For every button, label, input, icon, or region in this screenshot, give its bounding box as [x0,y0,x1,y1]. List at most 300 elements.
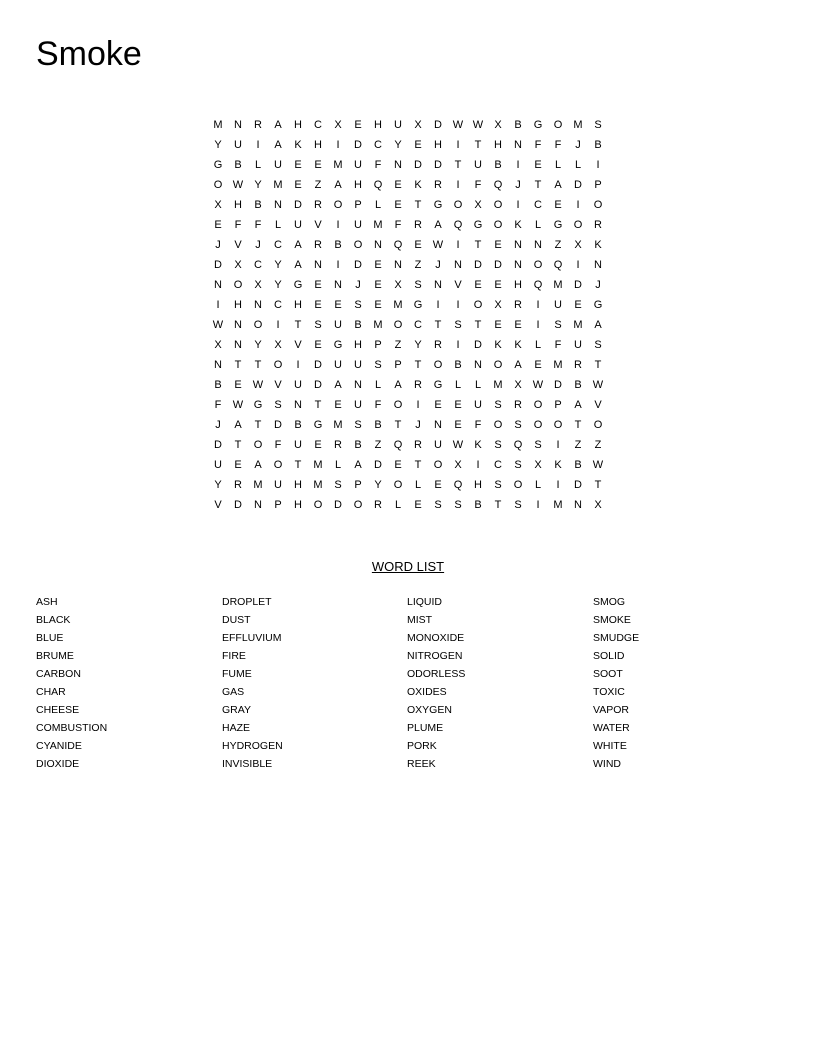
word-list-item: NITROGEN [407,650,463,662]
grid-cell: O [333,199,343,211]
word-list-item: BLACK [36,614,71,626]
grid-cell: N [214,359,222,371]
grid-cell: T [534,179,542,191]
grid-cell: I [576,259,580,271]
word-list-heading: WORD LIST [371,559,445,574]
grid-cell: I [456,299,460,311]
grid-cell: U [354,359,362,371]
grid-cell: G [593,299,603,311]
grid-cell: F [534,139,542,151]
grid-cell: Y [374,479,382,491]
grid-cell: Z [554,239,562,251]
grid-cell: O [273,359,283,371]
grid-cell: S [514,419,522,431]
grid-cell: V [234,239,242,251]
grid-cell: X [254,279,262,291]
grid-cell: U [434,439,442,451]
grid-cell: E [414,239,422,251]
grid-cell: J [575,139,581,151]
grid-cell: L [534,339,542,351]
grid-cell: I [256,139,260,151]
grid-cell: I [416,399,420,411]
grid-cell: I [336,139,340,151]
grid-cell: E [394,179,402,191]
grid-cell: S [454,319,462,331]
grid-cell: Y [214,479,222,491]
grid-cell: U [354,219,362,231]
grid-cell: I [536,299,540,311]
grid-cell: U [274,159,282,171]
grid-cell: I [516,199,520,211]
grid-cell: H [234,299,242,311]
grid-cell: E [474,279,482,291]
grid-cell: Q [513,439,523,451]
grid-cell: A [394,379,402,391]
grid-cell: K [554,459,562,471]
word-list-item: SOLID [593,650,625,662]
grid-cell: A [334,179,342,191]
grid-cell: V [594,399,602,411]
grid-cell: F [214,399,222,411]
grid-cell: W [232,399,244,411]
grid-cell: W [452,439,464,451]
grid-cell: O [493,419,503,431]
grid-cell: N [394,259,402,271]
word-list-item: OXYGEN [407,704,452,716]
grid-cell: S [414,279,422,291]
grid-cell: M [313,479,323,491]
grid-cell: Q [373,179,383,191]
grid-cell: N [334,279,342,291]
word-column-3 [407,594,587,774]
grid-cell: Q [393,439,403,451]
grid-cell: O [253,319,263,331]
grid-cell: A [574,399,582,411]
word-column-2 [222,594,402,774]
grid-cell: B [354,439,362,451]
grid-cell: M [313,459,323,471]
grid-cell: K [514,339,522,351]
grid-cell: R [414,439,422,451]
grid-cell: N [514,239,522,251]
grid-cell: M [213,119,223,131]
grid-cell: E [434,479,442,491]
grid-cell: E [374,299,382,311]
grid-cell: O [393,319,403,331]
grid-cell: Q [533,279,543,291]
grid-cell: T [254,419,262,431]
grid-cell: O [253,439,263,451]
grid-cell: A [554,179,562,191]
grid-cell: G [313,419,323,431]
grid-cell: B [594,139,602,151]
grid-cell: E [294,179,302,191]
grid-cell: V [314,219,322,231]
grid-cell: M [373,219,383,231]
word-list-item: DUST [222,614,251,626]
grid-cell: C [494,459,502,471]
grid-cell: N [234,319,242,331]
grid-cell: B [454,359,462,371]
grid-cell: X [514,379,522,391]
word-list-item: WHITE [593,740,627,752]
grid-cell: F [394,219,402,231]
grid-cell: I [576,199,580,211]
grid-cell: X [214,339,222,351]
grid-cell: S [374,359,382,371]
grid-cell: A [274,139,282,151]
grid-cell: T [474,239,482,251]
grid-cell: X [394,279,402,291]
grid-cell: C [274,299,282,311]
grid-cell: T [594,479,602,491]
grid-cell: P [354,199,362,211]
grid-cell: T [434,319,442,331]
grid-cell: Z [374,439,382,451]
grid-cell: N [374,239,382,251]
grid-cell: G [413,299,423,311]
grid-cell: T [294,319,302,331]
grid-cell: E [234,459,242,471]
grid-cell: H [314,139,322,151]
word-list-item: OXIDES [407,686,447,698]
grid-cell: S [274,399,282,411]
grid-cell: U [274,479,282,491]
grid-cell: L [454,379,462,391]
grid-cell: S [494,439,502,451]
grid-cell: R [434,179,442,191]
grid-cell: N [294,399,302,411]
grid-cell: W [472,119,484,131]
grid-cell: U [554,299,562,311]
grid-cell: X [594,499,602,511]
grid-cell: U [574,339,582,351]
grid-cell: E [214,219,222,231]
grid-cell: E [454,419,462,431]
grid-cell: D [214,259,222,271]
grid-cell: E [394,199,402,211]
grid-cell: N [514,259,522,271]
grid-cell: T [494,499,502,511]
grid-cell: C [374,139,382,151]
grid-cell: F [554,339,562,351]
grid-cell: N [314,259,322,271]
grid-cell: A [254,459,262,471]
grid-cell: V [214,499,222,511]
grid-cell: N [354,379,362,391]
grid-cell: A [334,379,342,391]
grid-cell: C [314,119,322,131]
grid-cell: E [414,499,422,511]
grid-cell: A [354,459,362,471]
grid-cell: W [432,239,444,251]
grid-cell: M [333,419,343,431]
grid-cell: I [296,359,300,371]
grid-cell: O [433,459,443,471]
grid-cell: X [454,459,462,471]
grid-cell: F [474,179,482,191]
grid-cell: E [374,259,382,271]
grid-cell: G [553,219,563,231]
grid-cell: M [573,119,583,131]
grid-cell: J [435,259,441,271]
grid-cell: W [212,319,224,331]
grid-cell: M [553,359,563,371]
word-list-item: SMUDGE [593,632,640,644]
grid-cell: L [374,379,382,391]
grid-cell: I [476,459,480,471]
grid-cell: A [274,119,282,131]
word-list-item: GAS [222,686,245,698]
grid-cell: B [514,119,522,131]
grid-cell: H [294,299,302,311]
grid-cell: S [334,479,342,491]
grid-cell: Y [274,259,282,271]
grid-cell: F [274,439,282,451]
grid-cell: D [574,179,582,191]
grid-cell: N [594,259,602,271]
grid-cell: T [294,459,302,471]
word-list-item: SOOT [593,668,623,680]
grid-cell: J [255,239,261,251]
grid-cell: U [474,399,482,411]
grid-cell: S [314,319,322,331]
grid-cell: V [274,379,282,391]
grid-cell: I [216,299,220,311]
grid-cell: W [592,459,604,471]
word-list-item: MONOXIDE [407,632,465,644]
grid-cell: B [234,159,242,171]
grid-cell: F [374,159,382,171]
grid-cell: G [433,379,443,391]
grid-cell: E [534,359,542,371]
grid-cell: S [494,399,502,411]
grid-cell: N [514,139,522,151]
grid-cell: L [534,479,542,491]
grid-cell: N [254,299,262,311]
grid-cell: O [513,479,523,491]
grid-cell: Q [453,219,463,231]
grid-cell: C [274,239,282,251]
grid-cell: T [474,319,482,331]
grid-cell: D [314,359,322,371]
grid-cell: H [514,279,522,291]
grid-cell: Y [214,139,222,151]
grid-cell: J [215,419,221,431]
word-list-item: DIOXIDE [36,758,80,770]
grid-cell: A [514,359,522,371]
grid-cell: W [252,379,264,391]
grid-cell: E [314,279,322,291]
word-column-4 [593,594,773,774]
grid-cell: B [214,379,222,391]
grid-cell: L [274,219,282,231]
grid-cell: H [294,119,302,131]
grid-cell: B [374,419,382,431]
grid-cell: X [214,199,222,211]
page-title: Smoke [36,35,142,73]
grid-cell: N [394,159,402,171]
grid-cell: N [234,119,242,131]
grid-cell: L [394,499,402,511]
grid-cell: B [354,319,362,331]
grid-cell: P [354,479,362,491]
grid-cell: M [553,279,563,291]
grid-cell: V [454,279,462,291]
grid-cell: I [556,439,560,451]
grid-cell: D [414,159,422,171]
word-list-item: ODORLESS [407,668,466,680]
grid-cell: D [434,119,442,131]
grid-cell: H [354,179,362,191]
grid-cell: D [234,499,242,511]
grid-cell: T [254,359,262,371]
grid-cell: I [516,159,520,171]
grid-cell: R [254,119,262,131]
grid-cell: M [393,299,403,311]
grid-cell: R [514,299,522,311]
grid-cell: O [433,359,443,371]
grid-cell: O [533,419,543,431]
grid-cell: I [336,259,340,271]
word-list-item: CYANIDE [36,740,82,752]
grid-cell: Z [414,259,422,271]
grid-cell: O [473,299,483,311]
grid-cell: B [574,459,582,471]
grid-cell: S [434,499,442,511]
grid-cell: E [314,339,322,351]
grid-cell: X [574,239,582,251]
grid-cell: O [213,179,223,191]
grid-cell: E [294,159,302,171]
grid-cell: X [334,119,342,131]
grid-cell: R [314,199,322,211]
grid-cell: N [534,239,542,251]
grid-cell: D [314,379,322,391]
grid-cell: D [354,139,362,151]
word-list-item: DROPLET [222,596,272,608]
grid-cell: W [452,119,464,131]
grid-cell: E [554,199,562,211]
grid-cell: U [334,319,342,331]
grid-cell: J [415,419,421,431]
grid-cell: R [314,239,322,251]
grid-cell: N [214,279,222,291]
grid-cell: E [574,299,582,311]
grid-cell: E [454,399,462,411]
grid-cell: D [334,499,342,511]
grid-cell: F [254,219,262,231]
grid-cell: O [533,399,543,411]
grid-cell: D [374,459,382,471]
grid-cell: D [574,479,582,491]
grid-cell: I [536,499,540,511]
grid-cell: M [493,379,503,391]
grid-cell: A [234,419,242,431]
grid-cell: T [234,359,242,371]
grid-cell: U [294,439,302,451]
grid-cell: L [254,159,262,171]
grid-cell: S [554,319,562,331]
grid-cell: J [515,179,521,191]
grid-cell: R [594,219,602,231]
word-list-item: PLUME [407,722,444,734]
grid-cell: M [253,479,263,491]
grid-cell: R [514,399,522,411]
grid-cell: F [554,139,562,151]
grid-cell: R [234,479,242,491]
grid-cell: O [233,279,243,291]
grid-cell: U [294,379,302,391]
grid-cell: T [394,419,402,431]
grid-cell: E [314,299,322,311]
grid-cell: Y [274,279,282,291]
grid-cell: E [394,459,402,471]
grid-cell: G [293,279,303,291]
word-list-item: GRAY [222,704,251,716]
word-list-item: SMOKE [593,614,631,626]
grid-cell: A [294,239,302,251]
grid-cell: E [534,159,542,171]
grid-cell: T [594,359,602,371]
grid-cell: I [336,219,340,231]
grid-cell: C [254,259,262,271]
grid-cell: E [494,279,502,291]
grid-cell: O [553,419,563,431]
grid-cell: U [294,219,302,231]
grid-cell: R [374,499,382,511]
grid-cell: E [354,119,362,131]
grid-cell: J [355,279,361,291]
grid-cell: R [574,359,582,371]
word-list-item: REEK [407,758,436,770]
grid-cell: T [574,419,582,431]
grid-cell: P [554,399,562,411]
grid-cell: O [493,359,503,371]
grid-cell: S [454,499,462,511]
grid-cell: E [314,159,322,171]
grid-cell: O [493,219,503,231]
grid-cell: D [494,259,502,271]
letter-grid [208,115,608,515]
grid-cell: L [474,379,482,391]
grid-cell: S [354,419,362,431]
word-list-item: HYDROGEN [222,740,283,752]
grid-cell: N [274,199,282,211]
grid-cell: E [494,239,502,251]
grid-cell: L [334,459,342,471]
grid-cell: U [354,159,362,171]
grid-cell: Z [314,179,322,191]
grid-cell: X [414,119,422,131]
grid-cell: N [254,499,262,511]
grid-cell: K [514,219,522,231]
grid-cell: E [434,399,442,411]
grid-cell: X [474,199,482,211]
grid-cell: X [274,339,282,351]
grid-cell: T [414,199,422,211]
grid-cell: E [494,319,502,331]
word-list-item: FIRE [222,650,246,662]
grid-cell: E [234,379,242,391]
grid-cell: K [294,139,302,151]
grid-cell: D [354,259,362,271]
grid-cell: U [394,119,402,131]
grid-cell: M [373,319,383,331]
grid-cell: B [334,239,342,251]
grid-cell: X [534,459,542,471]
grid-cell: W [532,379,544,391]
